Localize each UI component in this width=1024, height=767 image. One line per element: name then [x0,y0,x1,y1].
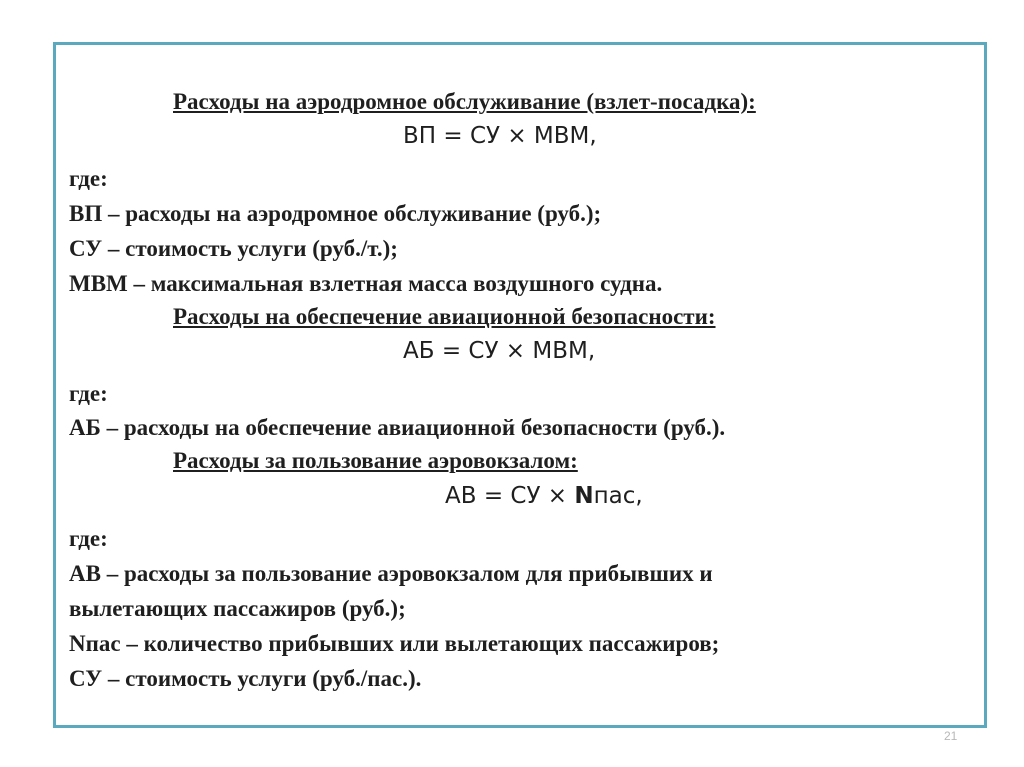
formula-av-n: N [574,483,594,509]
definition-npas: Nпас – количество прибывших или вылетающих пассажиров; [69,631,720,656]
definition-av-line2: вылетающих пассажиров (руб.); [69,596,406,621]
definition-vp: ВП – расходы на аэродромное обслуживание (руб.); [69,201,602,226]
where-label: где: [69,526,108,551]
formula-ab: АБ = СУ × МВМ, [403,338,596,364]
slide-frame [53,42,987,728]
definition-su-ton: СУ – стоимость услуги (руб./т.); [69,236,398,261]
formula-av [445,481,643,511]
heading-airfield-service: Расходы на аэродромное обслуживание (взлет-посадка): [173,89,756,114]
where-label: где: [69,166,108,191]
formula-av-suffix: пас, [593,483,643,509]
where-label: где: [69,381,108,406]
definition-mvm: МВМ – максимальная взлетная масса воздушного судна. [69,271,663,296]
heading-aviation-security: Расходы на обеспечение авиационной безопасности: [173,304,716,329]
formula-av-prefix: АВ = СУ × [445,483,575,509]
page-number: 21 [944,729,958,743]
definition-su-passenger: СУ – стоимость услуги (руб./пас.). [69,666,422,691]
definition-ab: АБ – расходы на обеспечение авиационной безопасности (руб.). [69,415,726,440]
heading-terminal-usage: Расходы за пользование аэровокзалом: [173,448,578,473]
definition-av-line1: АВ – расходы за пользование аэровокзалом для прибывших и [69,561,713,586]
formula-vp: ВП = СУ × МВМ, [403,123,597,149]
